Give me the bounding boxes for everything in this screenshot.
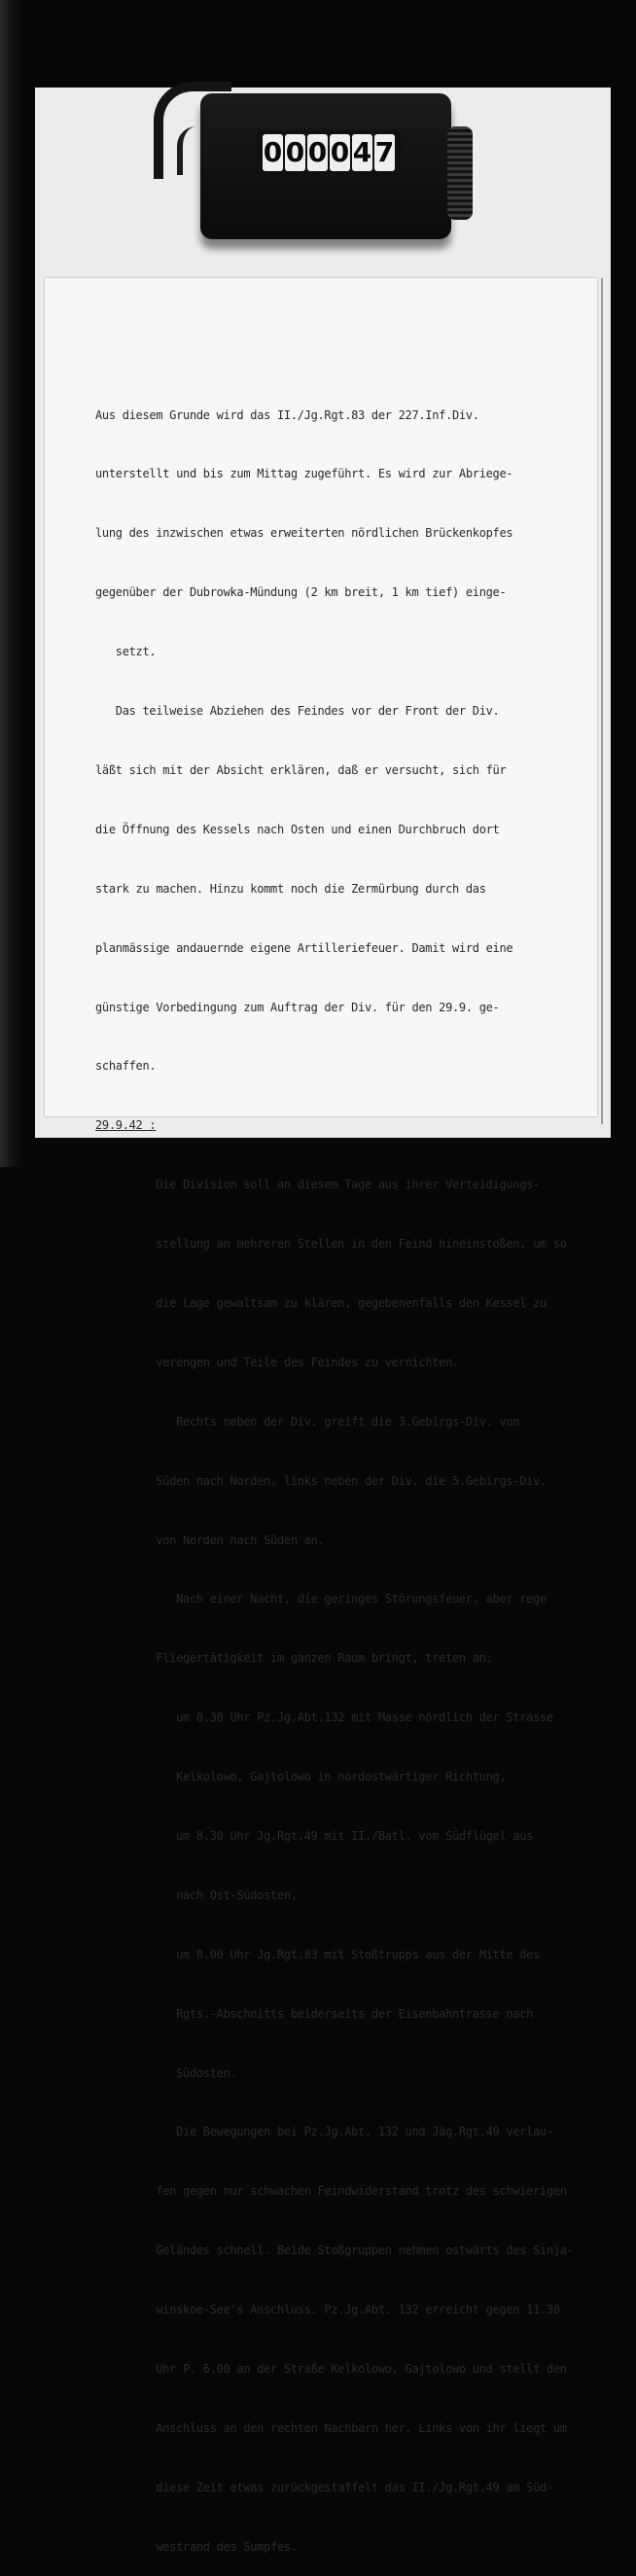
text-line: Die Division soll an diesem Tage aus ihrer Verteidigungs- bbox=[95, 1178, 541, 1192]
text-line: Südosten. bbox=[95, 2065, 237, 2080]
text-line: Süden nach Norden, links neben der Div. die 5.Gebirgs-Div. bbox=[95, 1473, 547, 1488]
text-line: westrand des Sumpfes. bbox=[95, 2539, 298, 2554]
text-line: läßt sich mit der Absicht erklären, daß er versucht, sich für bbox=[95, 762, 507, 777]
text-line: um 8.00 Uhr Jg.Rgt.83 mit Stoßtrupps aus der Mitte des bbox=[95, 1947, 541, 1961]
text-line: die Öffnung des Kessels nach Osten und einen Durchbruch dort bbox=[95, 822, 500, 836]
text-line: Kelkolowo, Gajtolowo in nordostwärtiger Richtung, bbox=[95, 1770, 507, 1784]
text-line: günstige Vorbedingung zum Auftrag der Div. für den 29.9. ge- bbox=[95, 1000, 500, 1014]
text-line: unterstellt und bis zum Mittag zugeführt. Es wird zur Abriege- bbox=[95, 467, 513, 481]
text-line: Das teilweise Abziehen des Feindes vor der Front der Div. bbox=[95, 704, 500, 719]
text-line: Nach einer Nacht, die geringes Störungsfeuer, aber rege bbox=[95, 1592, 547, 1606]
text-line: gegenüber der Dubrowka-Mündung (2 km breit, 1 km tief) einge- bbox=[95, 585, 507, 600]
text-line: Aus diesem Grunde wird das II./Jg.Rgt.83 der 227.Inf.Div. bbox=[95, 407, 479, 422]
counter-digit: 0 bbox=[330, 134, 350, 171]
text-line: lung des inzwischen etwas erweiterten nördlichen Brückenkopfes bbox=[95, 526, 513, 541]
text-line: Rgts.-Abschnitts beiderseits der Eisenbahntrasse nach bbox=[95, 2006, 534, 2021]
text-line: schaffen. bbox=[95, 1059, 157, 1074]
counter-digit: 0 bbox=[285, 134, 305, 171]
text-line: Geländes schnell. Beide Stoßgruppen nehmen ostwärts des Sinja- bbox=[95, 2243, 574, 2258]
text-line: Anschluss an den rechten Nachbarn her. Links von ihr liegt um bbox=[95, 2420, 567, 2435]
counter-digit: 0 bbox=[263, 134, 283, 171]
counter-digit: 0 bbox=[307, 134, 328, 171]
text-line: Uhr P. 6.00 an der Straße Kelkolowo, Gajtolowo und stellt den bbox=[95, 2361, 567, 2376]
text-line: nach Ost-Südosten, bbox=[95, 1888, 298, 1902]
counter-digit-window bbox=[257, 130, 401, 175]
counter-reset-knob-icon bbox=[447, 126, 473, 220]
text-line: winskoe-See's Anschluss. Pz.Jg.Abt. 132 erreicht gegen 11.30 bbox=[95, 2303, 560, 2317]
text-line: von Norden nach Süden an. bbox=[95, 1533, 325, 1547]
typewritten-text bbox=[95, 366, 601, 2576]
text-line: setzt. bbox=[95, 645, 157, 659]
text-line: die Lage gewaltsam zu klären, gegebenenfalls den Kessel zu bbox=[95, 1295, 547, 1310]
text-line: Fliegertätigkeit im ganzen Raum bringt, treten an: bbox=[95, 1651, 493, 1666]
section-date-label: 29.9.42 : bbox=[95, 1118, 157, 1133]
text-line: um 8.30 Uhr Jg.Rgt.49 mit II./Batl. vom Südflügel aus bbox=[95, 1828, 534, 1843]
text-line: verengen und Teile des Feindes zu vernichten. bbox=[95, 1355, 459, 1369]
page-edge-shadow bbox=[601, 278, 603, 1124]
text-line: stellung an mehreren Stellen in den Feind hineinstoßen, um so bbox=[95, 1237, 567, 1252]
text-line: um 8.30 Uhr Pz.Jg.Abt.132 mit Masse nördlich der Strasse bbox=[95, 1711, 553, 1725]
text-line: stark zu machen. Hinzu kommt noch die Zermürbung durch das bbox=[95, 881, 486, 896]
text-line: Die Bewegungen bei Pz.Jg.Abt. 132 und Jäg.Rgt.49 verlau- bbox=[95, 2125, 553, 2139]
text-line: diese Zeit etwas zurückgestaffelt das II./Jg.Rgt.49 am Süd- bbox=[95, 2480, 553, 2494]
counter-digit: 4 bbox=[352, 134, 372, 171]
text-line: Rechts neben der Div. greift die 3.Gebirgs-Div. von bbox=[95, 1414, 520, 1429]
film-edge bbox=[0, 0, 21, 1167]
counter-digit: 7 bbox=[374, 134, 395, 171]
section-date-line bbox=[95, 1115, 601, 1135]
text-line: planmässige andauernde eigene Artilleriefeuer. Damit wird eine bbox=[95, 940, 513, 955]
text-line: fen gegen nur schwachen Feindwiderstand trotz des schwierigen bbox=[95, 2184, 567, 2199]
